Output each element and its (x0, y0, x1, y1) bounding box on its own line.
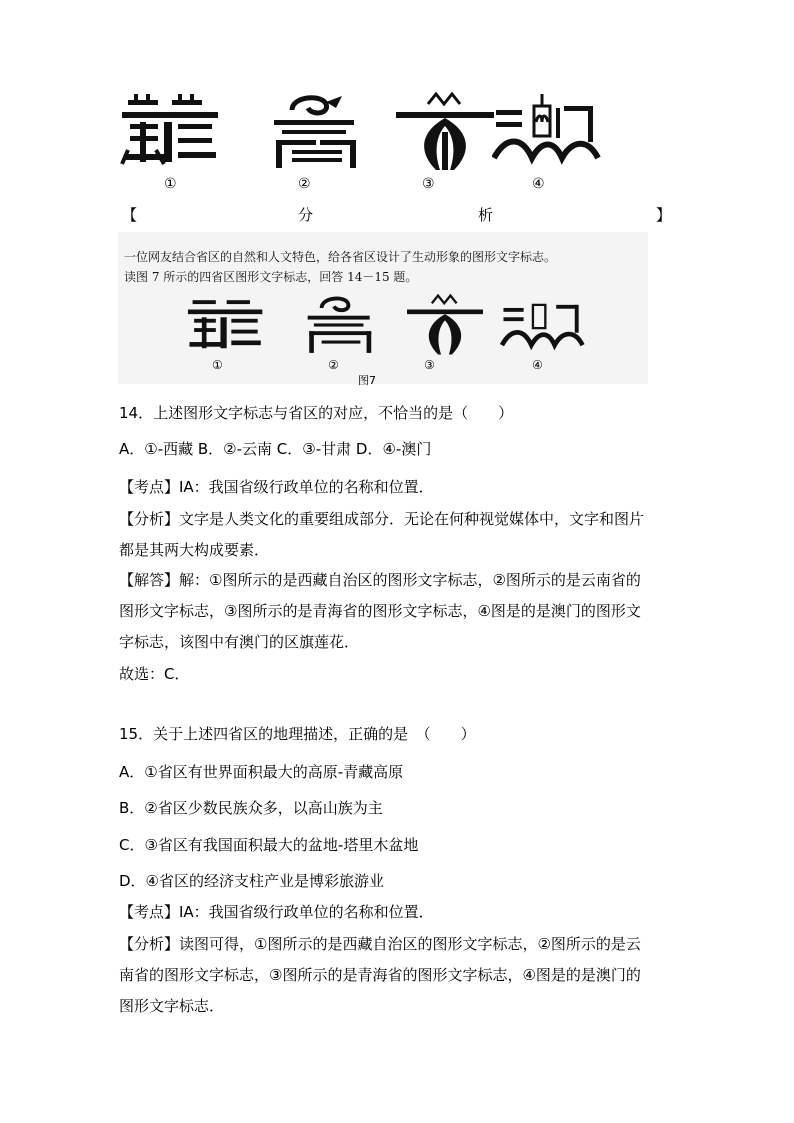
scan-label-1: ① (212, 358, 223, 372)
q15-option-b: B．②省区少数民族众多，以高山族为主 (119, 799, 383, 817)
logo-figure-top (120, 92, 640, 200)
analysis-word-1: 分 (298, 206, 314, 224)
scan-label-4: ④ (532, 358, 543, 372)
tibet-logo (120, 92, 230, 172)
q14-answer: 故选：C． (119, 665, 190, 683)
qinghai-logo (390, 92, 500, 172)
logo-label-2: ② (298, 176, 311, 192)
logo-label-1: ① (164, 176, 177, 192)
q14-fenxi-line-1: 【分析】文字是人类文化的重要组成部分．无论在何种视觉媒体中，文字和图片 (119, 510, 645, 528)
qinghai-logo-small (400, 294, 490, 356)
q15-fenxi-line-1: 【分析】读图可得，①图所示的是西藏自治区的图形文字标志，②图所示的是云 (119, 935, 641, 953)
q15-fenxi-line-2: 南省的图形文字标志，③图所示的是青海省的图形文字标志，④图是的是澳门的 (119, 966, 641, 984)
q15-kaodian: 【考点】IA：我国省级行政单位的名称和位置． (119, 903, 434, 921)
figure-caption: 图7 (358, 374, 376, 387)
q15-option-a: A．①省区有世界面积最大的高原-青藏高原 (119, 763, 404, 781)
q15-fenxi-line-3: 图形文字标志． (119, 997, 225, 1015)
scan-label-3: ③ (424, 358, 435, 372)
yunnan-logo (262, 92, 372, 172)
q14-stem: 14．上述图形文字标志与省区的对应，不恰当的是（ ） (119, 404, 514, 422)
analysis-word-2: 析 (478, 206, 494, 224)
q15-option-d: D．④省区的经济支柱产业是博彩旅游业 (119, 872, 384, 890)
scan-intro-line-2: 读图 7 所示的四省区图形文字标志，回答 14－15 题。 (124, 270, 418, 284)
tibet-logo-small (184, 294, 274, 356)
q15-option-c: C．③省区有我国面积最大的盆地-塔里木盆地 (119, 836, 419, 854)
scanned-figure (118, 232, 648, 387)
q15-stem: 15．关于上述四省区的地理描述，正确的是 （ ） (119, 725, 476, 743)
macau-logo (492, 92, 602, 172)
q14-jieda-line-2: 图形文字标志，③图所示的是青海省的图形文字标志，④图是的是澳门的图形文 (119, 602, 641, 620)
q14-kaodian: 【考点】IA：我国省级行政单位的名称和位置． (119, 478, 434, 496)
q14-jieda-line-3: 字标志，该图中有澳门的区旗莲花． (119, 633, 360, 651)
scan-intro-line-1: 一位网友结合省区的自然和人文特色，给各省区设计了生动形象的图形文字标志。 (124, 250, 557, 264)
left-bracket: 【 (122, 206, 138, 224)
logo-label-3: ③ (422, 176, 435, 192)
scan-label-2: ② (328, 358, 339, 372)
q14-jieda-line-1: 【解答】解：①图所示的是西藏自治区的图形文字标志，②图所示的是云南省的 (119, 571, 641, 589)
analysis-header (122, 204, 670, 228)
q14-fenxi-line-2: 都是其两大构成要素． (119, 541, 270, 559)
right-bracket: 】 (656, 206, 672, 224)
macau-logo-small (498, 294, 588, 356)
yunnan-logo-small (296, 294, 386, 356)
logo-label-4: ④ (532, 176, 545, 192)
q14-options: A．①-西藏 B．②-云南 C．③-甘肃 D．④-澳门 (119, 440, 432, 458)
